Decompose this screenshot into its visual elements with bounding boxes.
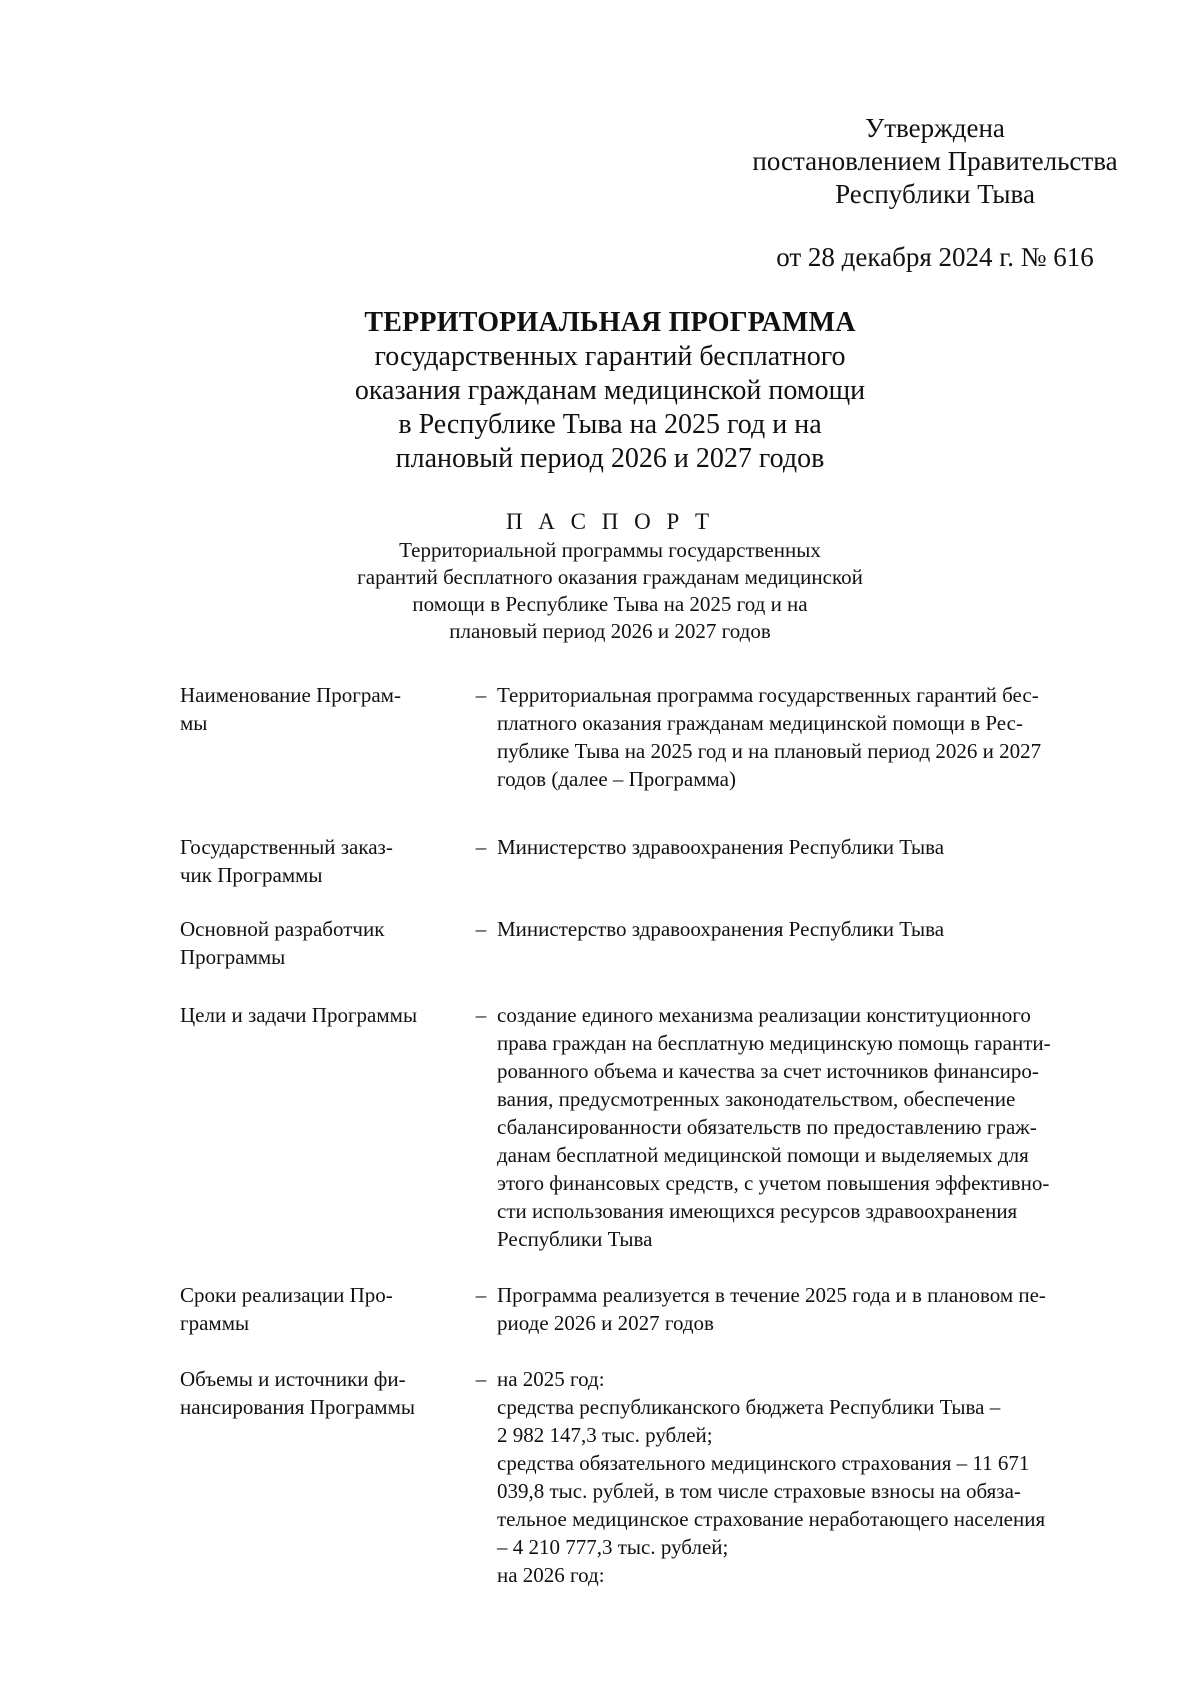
passport-subtitle-line: помощи в Республике Тыва на 2025 год и на: [412, 592, 808, 616]
row-value: [497, 1001, 1137, 1253]
row-value-line: Территориальная программа государственных гарантий бес-: [497, 683, 1039, 707]
row-dash: –: [475, 1283, 487, 1307]
row-value: [497, 1365, 1137, 1589]
row-value-line: годов (далее – Программа): [497, 767, 736, 791]
row-value-line: – 4 210 777,3 тыс. рублей;: [497, 1535, 729, 1559]
row-label: [180, 1001, 465, 1029]
row-value-line: 039,8 тыс. рублей, в том числе страховые взносы на обяза-: [497, 1479, 1021, 1503]
row-value-line: вания, предусмотренных законодательством, обеспечение: [497, 1087, 1016, 1111]
row-value: [497, 1281, 1137, 1337]
row-value-line: средства республиканского бюджета Республики Тыва –: [497, 1395, 1001, 1419]
passport-block: [300, 508, 920, 645]
approval-block: [690, 112, 1180, 274]
row-value-line: сбалансированности обязательств по предоставлению граж-: [497, 1115, 1037, 1139]
row-value-line: на 2026 год:: [497, 1563, 605, 1587]
passport-row-developer: [180, 915, 1140, 971]
row-label-line: Цели и задачи Программы: [180, 1003, 418, 1027]
row-value-line: Республики Тыва: [497, 1227, 653, 1251]
row-value-line: Министерство здравоохранения Республики Тыва: [497, 917, 945, 941]
row-dash: –: [475, 1003, 487, 1027]
row-value-line: платного оказания гражданам медицинской помощи в Рес-: [497, 711, 1023, 735]
row-label-line: Программы: [180, 945, 286, 969]
row-label-line: Основной разработчик: [180, 917, 385, 941]
program-title-block: [240, 306, 980, 476]
program-subtitle-line: плановый период 2026 и 2027 годов: [395, 443, 825, 474]
approval-line-2: постановлением Правительства: [752, 146, 1118, 176]
row-label-line: мы: [180, 711, 208, 735]
row-value: [497, 681, 1137, 793]
row-value-line: на 2025 год:: [497, 1367, 605, 1391]
row-label: [180, 915, 465, 971]
passport-row-goals: [180, 1001, 1140, 1253]
program-title: ТЕРРИТОРИАЛЬНАЯ ПРОГРАММА: [364, 307, 856, 338]
passport-row-state-customer: [180, 833, 1140, 889]
row-value-line: средства обязательного медицинского страхования – 11 671: [497, 1451, 1030, 1475]
row-label-line: Сроки реализации Про-: [180, 1283, 393, 1307]
passport-row-timeframe: [180, 1281, 1140, 1337]
row-dash: –: [475, 835, 487, 859]
passport-row-funding: [180, 1365, 1140, 1589]
row-value-line: публике Тыва на 2025 год и на плановый период 2026 и 2027: [497, 739, 1042, 763]
approval-line-3: Республики Тыва: [835, 179, 1035, 209]
row-value-line: Программа реализуется в течение 2025 года и в плановом пе-: [497, 1283, 1046, 1307]
row-value-line: права граждан на бесплатную медицинскую помощь гаранти-: [497, 1031, 1051, 1055]
row-value-line: этого финансовых средств, с учетом повышения эффективно-: [497, 1171, 1050, 1195]
approval-date: от 28 декабря 2024 г. № 616: [776, 242, 1094, 272]
program-subtitle-line: оказания гражданам медицинской помощи: [354, 375, 866, 406]
row-value-line: тельное медицинское страхование неработающего населения: [497, 1507, 1046, 1531]
passport-subtitle-line: Территориальной программы государственных: [399, 538, 821, 562]
passport-subtitle-line: плановый период 2026 и 2027 годов: [449, 619, 771, 643]
row-label-line: Объемы и источники фи-: [180, 1367, 406, 1391]
row-dash: –: [475, 683, 487, 707]
row-value: [497, 833, 1137, 861]
row-value-line: 2 982 147,3 тыс. рублей;: [497, 1423, 713, 1447]
row-value-line: Министерство здравоохранения Республики Тыва: [497, 835, 945, 859]
row-dash: –: [475, 1367, 487, 1391]
passport-table: [180, 681, 1140, 1589]
row-label: [180, 681, 465, 737]
row-label: [180, 1365, 465, 1421]
row-value-line: риоде 2026 и 2027 годов: [497, 1311, 714, 1335]
row-value-line: создание единого механизма реализации конституционного: [497, 1003, 1031, 1027]
program-subtitle-line: государственных гарантий бесплатного: [374, 341, 846, 372]
row-label-line: Государственный заказ-: [180, 835, 393, 859]
row-value-line: сти использования имеющихся ресурсов здравоохранения: [497, 1199, 1018, 1223]
row-label-line: нансирования Программы: [180, 1395, 415, 1419]
passport-heading: П А С П О Р Т: [505, 509, 715, 534]
row-dash: –: [475, 917, 487, 941]
approval-line-1: Утверждена: [865, 113, 1005, 143]
row-value: [497, 915, 1137, 943]
row-label: [180, 833, 465, 889]
passport-row-program-name: [180, 681, 1140, 793]
row-value-line: данам бесплатной медицинской помощи и выделяемых для: [497, 1143, 1029, 1167]
row-value-line: рованного объема и качества за счет источников финансиро-: [497, 1059, 1039, 1083]
passport-subtitle-line: гарантий бесплатного оказания гражданам медицинской: [357, 565, 863, 589]
row-label-line: граммы: [180, 1311, 250, 1335]
row-label-line: чик Программы: [180, 863, 323, 887]
row-label-line: Наименование Програм-: [180, 683, 401, 707]
row-label: [180, 1281, 465, 1337]
program-subtitle-line: в Республике Тыва на 2025 год и на: [398, 409, 822, 440]
